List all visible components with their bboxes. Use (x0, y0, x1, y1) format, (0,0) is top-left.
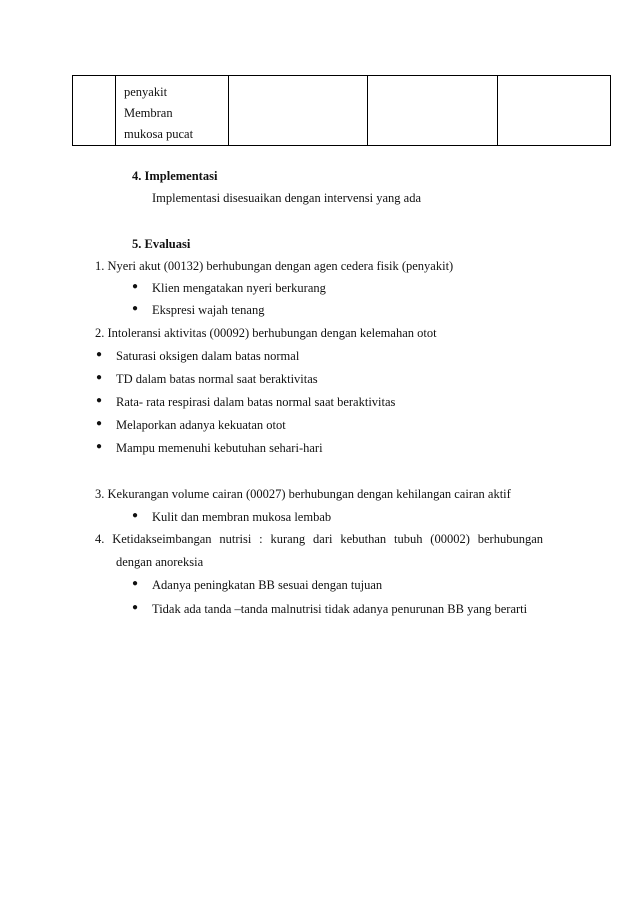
bullet-icon: ● (96, 372, 103, 383)
evaluation-item-2: 2. Intoleransi aktivitas (00092) berhubungan dengan kelemahan otot (95, 326, 437, 340)
evaluation-item-1: 1. Nyeri akut (00132) berhubungan dengan agen cedera fisik (penyakit) (95, 259, 454, 273)
table-cell (229, 76, 368, 146)
evaluation-bullet: TD dalam batas normal saat beraktivitas (116, 372, 318, 386)
care-plan-table (72, 75, 611, 146)
evaluation-sub-item: Adanya peningkatan BB sesuai dengan tujuan (152, 578, 383, 592)
table-cell (116, 76, 229, 146)
bullet-icon: ● (96, 395, 103, 406)
bullet-icon: ● (132, 510, 139, 521)
bullet-icon: ● (96, 418, 103, 429)
evaluation-bullet: Melaporkan adanya kekuatan otot (116, 418, 286, 432)
evaluation-bullet: Rata- rata respirasi dalam batas normal saat beraktivitas (116, 395, 396, 409)
bullet-icon: ● (96, 349, 103, 360)
evaluation-sub-item: Ekspresi wajah tenang (152, 303, 265, 317)
bullet-icon: ● (96, 441, 103, 452)
table-cell (498, 76, 611, 146)
evaluation-item-4: 4. Ketidakseimbangan nutrisi : kurang dari kebuthan tubuh (00002) berhubungan (95, 532, 543, 546)
cell-line: penyakit (124, 85, 168, 99)
bullet-icon: ● (132, 303, 139, 314)
bullet-icon: ● (132, 578, 139, 589)
bullet-icon: ● (132, 602, 139, 613)
evaluation-bullet: Saturasi oksigen dalam batas normal (116, 349, 300, 363)
evaluation-sub-item: Klien mengatakan nyeri berkurang (152, 281, 326, 295)
section-heading-implementasi: 4. Implementasi (132, 169, 218, 183)
table-cell (73, 76, 116, 146)
table-cell (368, 76, 498, 146)
implementasi-text: Implementasi disesuaikan dengan intervensi yang ada (152, 191, 422, 205)
section-heading-evaluasi: 5. Evaluasi (132, 237, 191, 251)
evaluation-item-4-continuation: dengan anoreksia (116, 555, 204, 569)
bullet-icon: ● (132, 281, 139, 292)
evaluation-bullet: Mampu memenuhi kebutuhan sehari-hari (116, 441, 323, 455)
cell-line: Membran (124, 106, 173, 120)
evaluation-sub-item: Kulit dan membran mukosa lembab (152, 510, 332, 524)
evaluation-sub-item: Tidak ada tanda –tanda malnutrisi tidak adanya penurunan BB yang berarti (152, 602, 528, 616)
cell-line: mukosa pucat (124, 127, 194, 141)
evaluation-item-3: 3. Kekurangan volume cairan (00027) berhubungan dengan kehilangan cairan aktif (95, 487, 511, 501)
